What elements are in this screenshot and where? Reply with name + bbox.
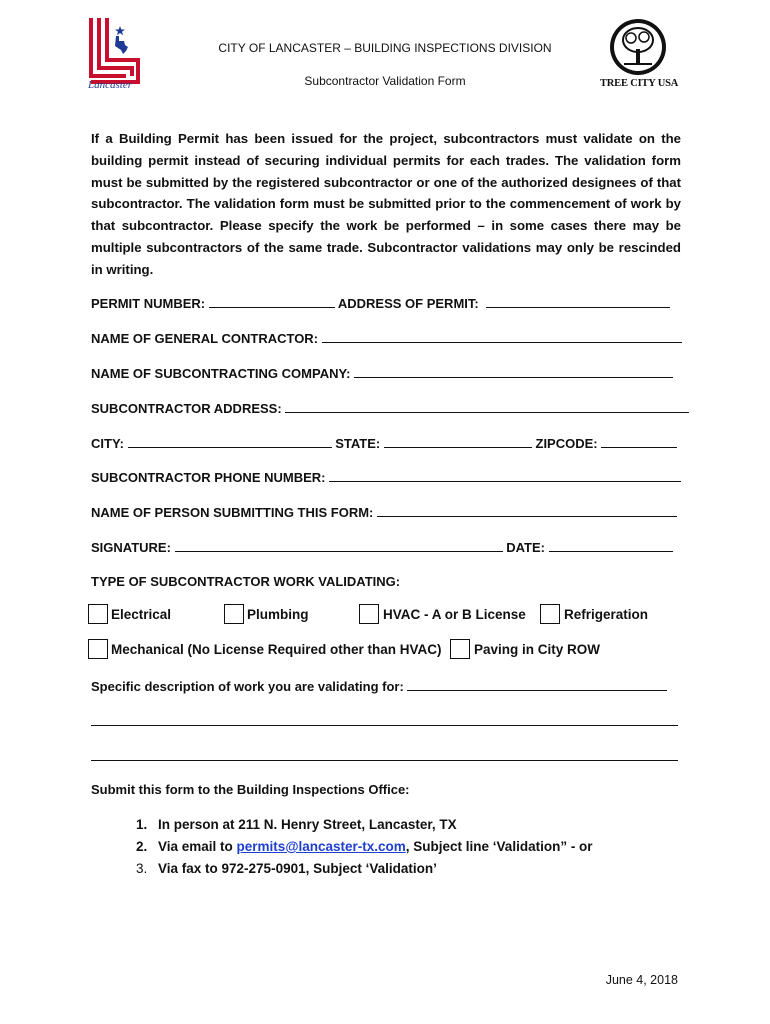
date-field[interactable] (549, 539, 673, 552)
person-submitting-row (91, 504, 677, 520)
person-submitting-field[interactable] (377, 504, 677, 517)
subcontracting-company-row (91, 365, 673, 381)
description-label: Specific description of work you are validating for: (91, 679, 404, 694)
paving-checkbox[interactable] (450, 639, 470, 659)
subcontractor-address-row (91, 400, 689, 416)
refrigeration-label: Refrigeration (564, 607, 649, 622)
submit-item-2-suffix: , Subject line ‘Validation” - or (405, 839, 593, 854)
permit-number-field[interactable] (209, 295, 335, 308)
state-label: STATE: (335, 436, 381, 451)
subcontractor-address-label: SUBCONTRACTOR ADDRESS: (91, 401, 282, 416)
city-field[interactable] (128, 435, 332, 448)
plumbing-checkbox[interactable] (224, 604, 244, 624)
permit-row (91, 295, 670, 311)
subcontracting-company-label: NAME OF SUBCONTRACTING COMPANY: (91, 366, 351, 381)
submit-item-2 (136, 839, 593, 854)
refrigeration-checkbox[interactable] (540, 604, 560, 624)
zipcode-field[interactable] (601, 435, 677, 448)
page-title: CITY OF LANCASTER – BUILDING INSPECTIONS DIVISION (218, 41, 552, 55)
subcontractor-address-field[interactable] (285, 400, 689, 413)
email-link[interactable]: permits@lancaster-tx.com (236, 839, 406, 854)
city-label: CITY: (91, 436, 124, 451)
submit-item-2-number: 2. (136, 839, 148, 854)
submit-item-1-number: 1. (136, 817, 148, 832)
plumbing-label: Plumbing (247, 607, 309, 622)
description-line-2[interactable] (91, 725, 678, 726)
tree-city-usa-logo (600, 16, 682, 96)
signature-field[interactable] (175, 539, 503, 552)
permit-number-label: PERMIT NUMBER: (91, 296, 206, 311)
description-row (91, 678, 667, 694)
electrical-checkbox[interactable] (88, 604, 108, 624)
state-field[interactable] (384, 435, 532, 448)
signature-label: SIGNATURE: (91, 540, 171, 555)
mechanical-checkbox[interactable] (88, 639, 108, 659)
submit-item-3-text: Via fax to 972-275-0901, Subject ‘Validation’ (158, 861, 437, 876)
phone-row (91, 469, 681, 485)
work-type-row-1 (88, 604, 688, 628)
hvac-checkbox[interactable] (359, 604, 379, 624)
footer-date: June 4, 2018 (605, 973, 678, 987)
description-line-3[interactable] (91, 760, 678, 761)
phone-label: SUBCONTRACTOR PHONE NUMBER: (91, 470, 326, 485)
city-state-zip-row (91, 435, 677, 451)
description-field[interactable] (407, 678, 667, 691)
work-type-row-2 (88, 639, 688, 663)
intro-paragraph: If a Building Permit has been issued for the project, subcontractors must validate on the building permit instead of securing individual permits for each trades. The validation form must be submitted by the registered subcontractor or one of the authorized designees of that subcontractor. The validation form must be submitted prior to the commencement of work by that subcontractor. Please specify the work be performed – in some cases there may be multiple subcontractors of the same trade. Subcontractor validations may only be rescinded in writing. (91, 131, 681, 277)
date-label: DATE: (506, 540, 545, 555)
lancaster-logo-text: Lancaster (88, 79, 132, 91)
phone-field[interactable] (329, 469, 681, 482)
subcontracting-company-field[interactable] (354, 365, 673, 378)
submit-item-3-number: 3. (136, 861, 148, 876)
paving-label: Paving in City ROW (474, 642, 601, 657)
address-of-permit-label: ADDRESS OF PERMIT: (337, 296, 479, 311)
submit-item-1-text: In person at 211 N. Henry Street, Lancaster, TX (158, 817, 457, 832)
signature-row (91, 539, 673, 555)
hvac-label: HVAC - A or B License (383, 607, 526, 622)
submit-item-1 (136, 817, 457, 832)
zipcode-label: ZIPCODE: (535, 436, 598, 451)
submit-heading: Submit this form to the Building Inspections Office: (91, 782, 410, 797)
general-contractor-label: NAME OF GENERAL CONTRACTOR: (91, 331, 319, 346)
work-type-heading: TYPE OF SUBCONTRACTOR WORK VALIDATING: (91, 574, 401, 589)
address-of-permit-field[interactable] (486, 295, 670, 308)
form-subtitle: Subcontractor Validation Form (304, 74, 466, 88)
tree-city-usa-text: TREE CITY USA (600, 78, 679, 89)
person-submitting-label: NAME OF PERSON SUBMITTING THIS FORM: (91, 505, 374, 520)
electrical-label: Electrical (111, 607, 172, 622)
submit-item-2-prefix: Via email to (158, 839, 237, 854)
general-contractor-field[interactable] (322, 330, 682, 343)
submit-item-3 (136, 861, 437, 876)
mechanical-label: Mechanical (No License Required other than HVAC) (111, 642, 442, 657)
general-contractor-row (91, 330, 682, 346)
